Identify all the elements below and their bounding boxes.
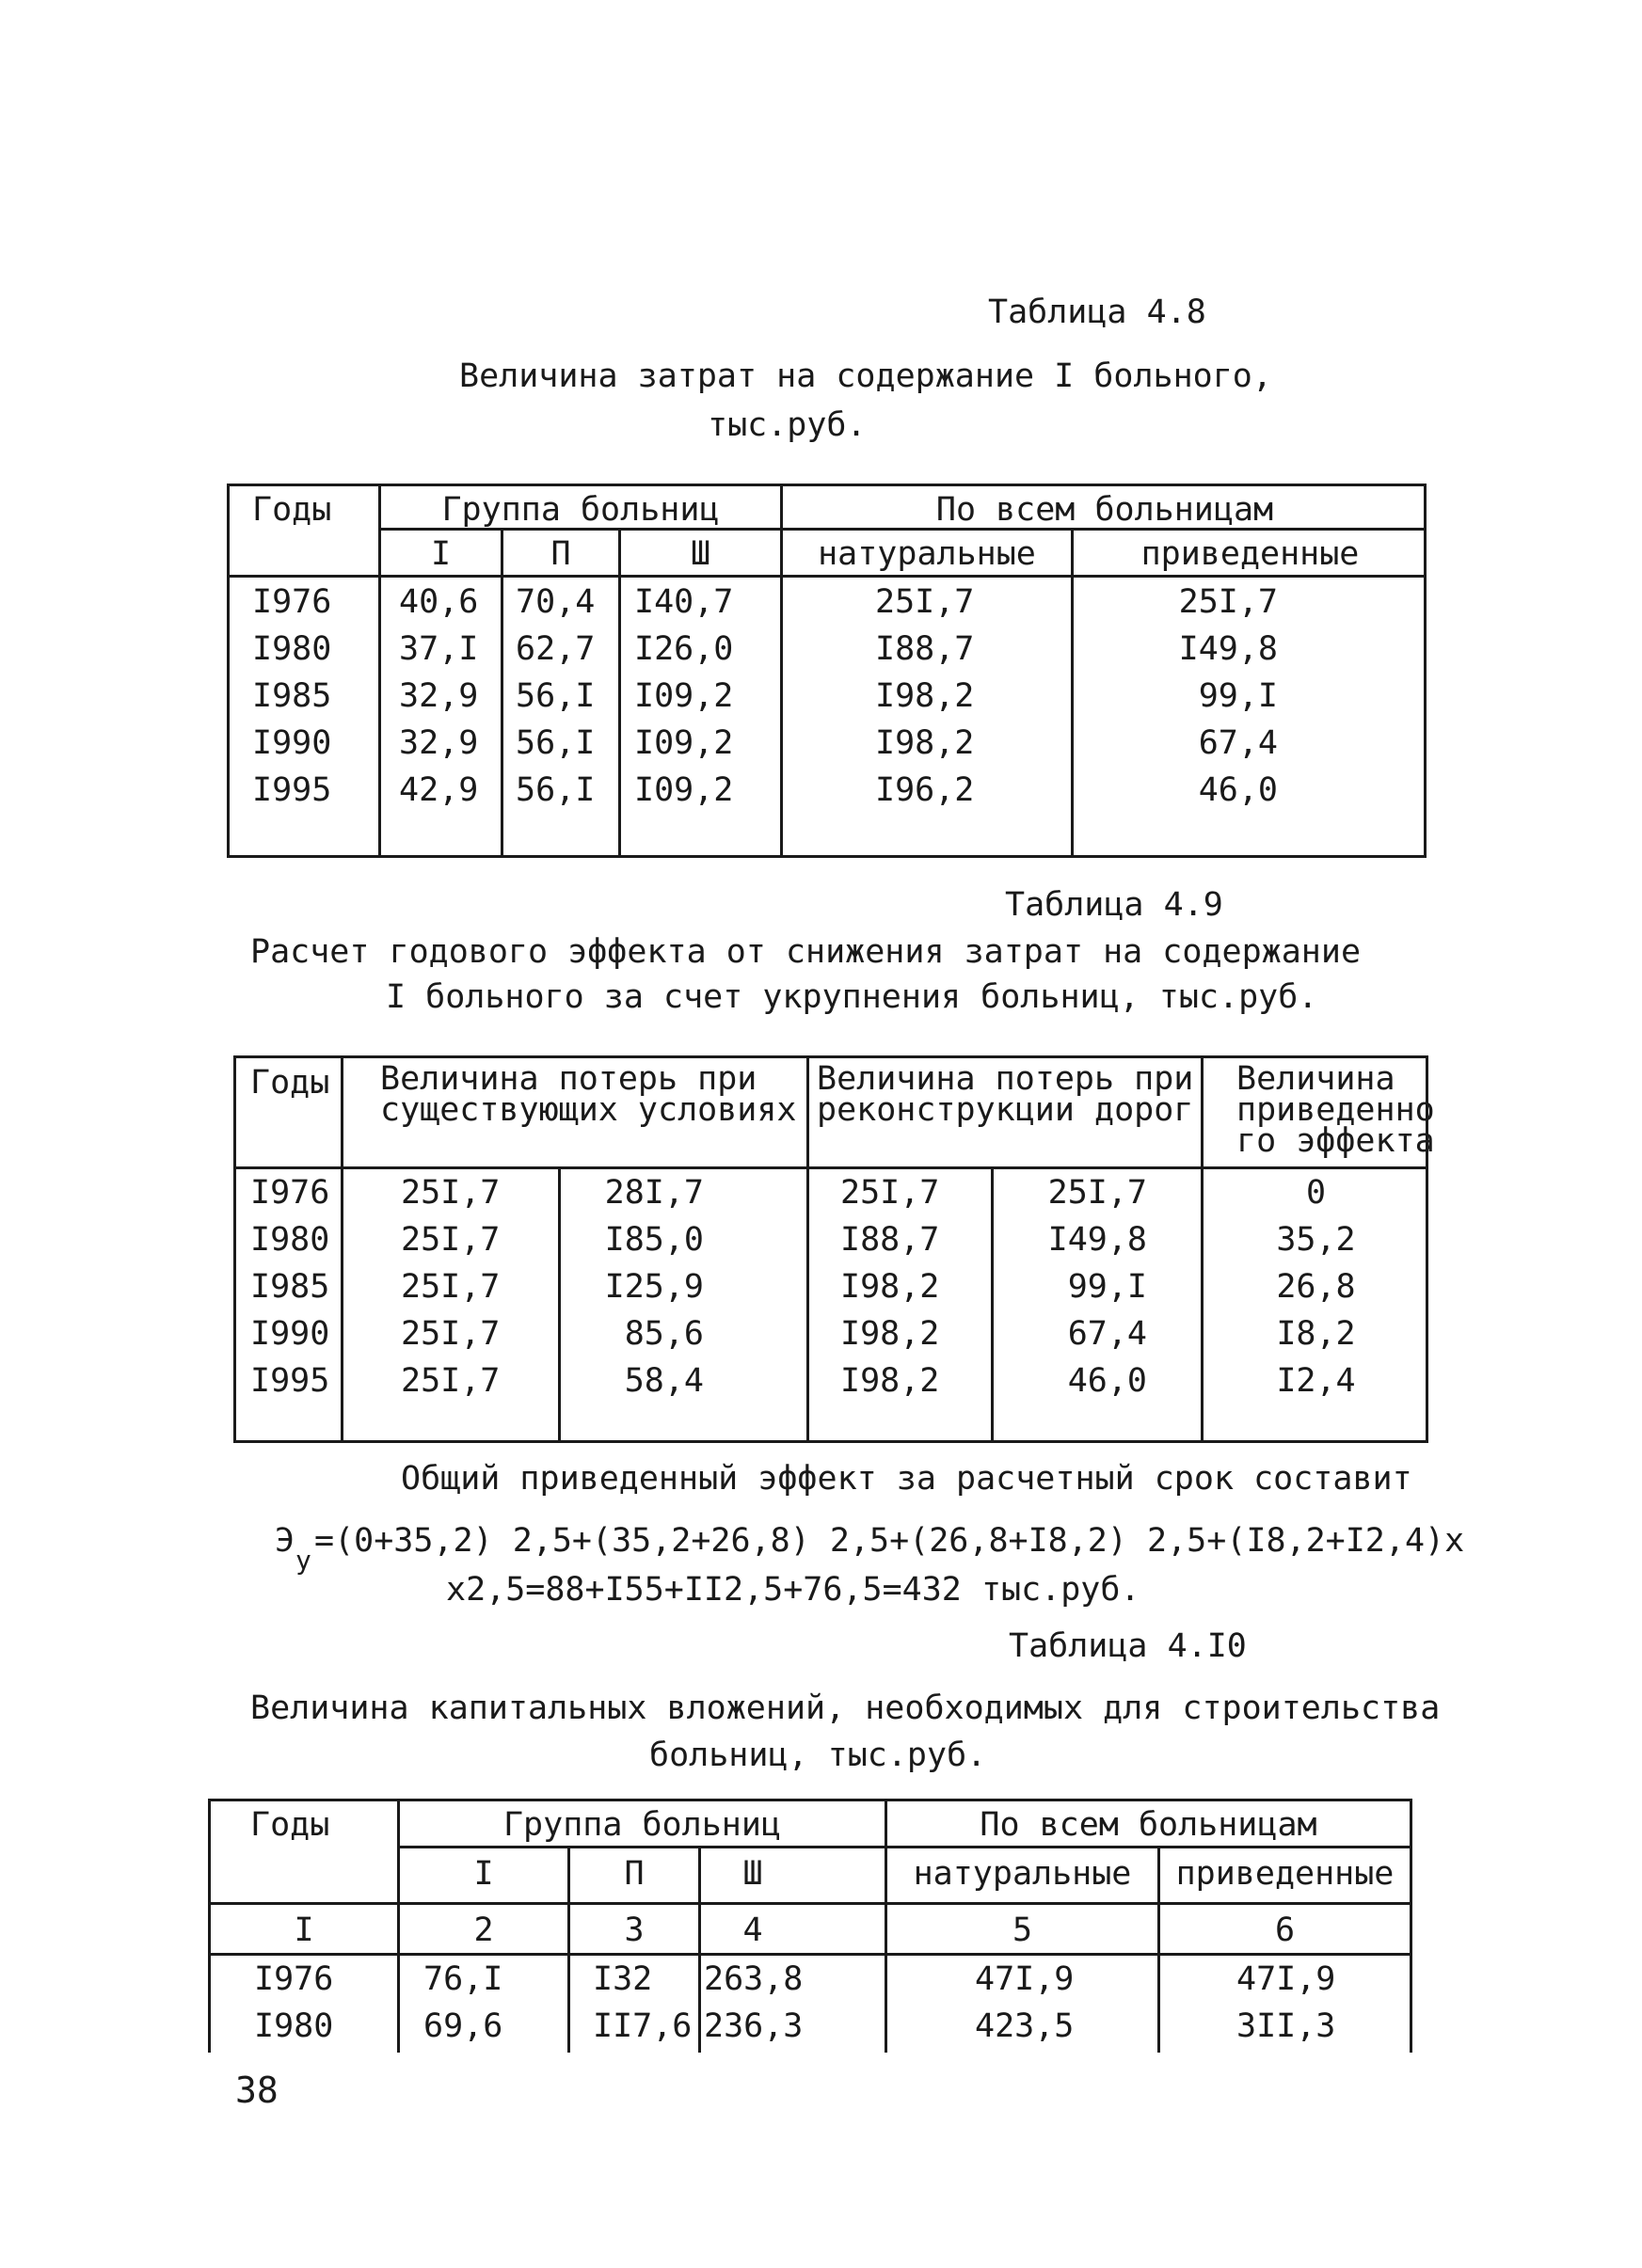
header-group-2: П <box>550 535 571 573</box>
header-loss-recon-line2: реконструкции дорог <box>817 1091 1194 1129</box>
header-natural: натуральные <box>818 535 1036 573</box>
formula-symbol: Э <box>275 1522 295 1560</box>
header-loss-existing-line1: Величина потерь при <box>380 1060 757 1098</box>
summary-text: Общий приведенный эффект за расчетный срок составит <box>401 1460 1412 1498</box>
column-number: 3 <box>624 1911 645 1949</box>
column-number: 5 <box>1012 1911 1033 1949</box>
formula-subscript: у <box>295 1545 311 1576</box>
header-reduced: приведенные <box>1140 535 1360 573</box>
table-4-8-title-line1: Величина затрат на содержание I больного, <box>459 357 1272 395</box>
table-4-10-title-line1: Величина капитальных вложений, необходимых для строительства <box>250 1689 1441 1727</box>
header-years: Годы <box>250 1806 330 1844</box>
header-loss-existing-line2: существующих условиях <box>380 1091 797 1129</box>
header-all-hospitals: По всем больницам <box>935 491 1274 529</box>
page-number: 38 <box>235 2070 279 2111</box>
formula-line1: =(0+35,2) 2,5+(35,2+26,8) 2,5+(26,8+I8,2) 2,5+(I8,2+I2,4)х <box>314 1522 1465 1560</box>
column-number: 2 <box>473 1911 494 1949</box>
header-all-hospitals: По всем больницам <box>980 1806 1317 1844</box>
table-4-8-title-line2: тыс.руб. <box>708 406 867 444</box>
column-number: 6 <box>1274 1911 1296 1949</box>
table-4-10-label: Таблица 4.I0 <box>1009 1627 1247 1665</box>
table-4-8-label: Таблица 4.8 <box>988 293 1206 331</box>
column-number: I <box>294 1911 314 1949</box>
header-years: Годы <box>252 491 332 529</box>
header-effect-line2: приведенно <box>1236 1091 1435 1129</box>
header-effect-line1: Величина <box>1236 1060 1395 1098</box>
header-group-3: Ш <box>690 535 711 573</box>
header-years: Годы <box>250 1064 330 1102</box>
header-natural: натуральные <box>913 1855 1132 1893</box>
header-group-2: П <box>624 1855 645 1893</box>
header-group-1: I <box>430 535 452 573</box>
header-reduced: приведенные <box>1175 1855 1395 1893</box>
header-loss-recon-line1: Величина потерь при <box>817 1060 1194 1098</box>
header-hospital-group: Группа больниц <box>502 1806 781 1844</box>
formula-line2: х2,5=88+I55+II2,5+76,5=432 тыс.руб. <box>446 1571 1140 1609</box>
column-number: 4 <box>742 1911 763 1949</box>
table-4-10-title-line2: больниц, тыс.руб. <box>649 1737 987 1774</box>
header-effect-line3: го эффекта <box>1236 1122 1435 1160</box>
header-hospital-group: Группа больниц <box>441 491 720 529</box>
table-4-9-title-line2: I больного за счет укрупнения больниц, тыс.руб. <box>386 978 1318 1016</box>
table-4-9-label: Таблица 4.9 <box>1005 886 1223 924</box>
header-group-1: I <box>473 1855 494 1893</box>
table-4-9-title-line1: Расчет годового эффекта от снижения затрат на содержание <box>250 933 1362 971</box>
header-group-3: Ш <box>742 1855 763 1893</box>
